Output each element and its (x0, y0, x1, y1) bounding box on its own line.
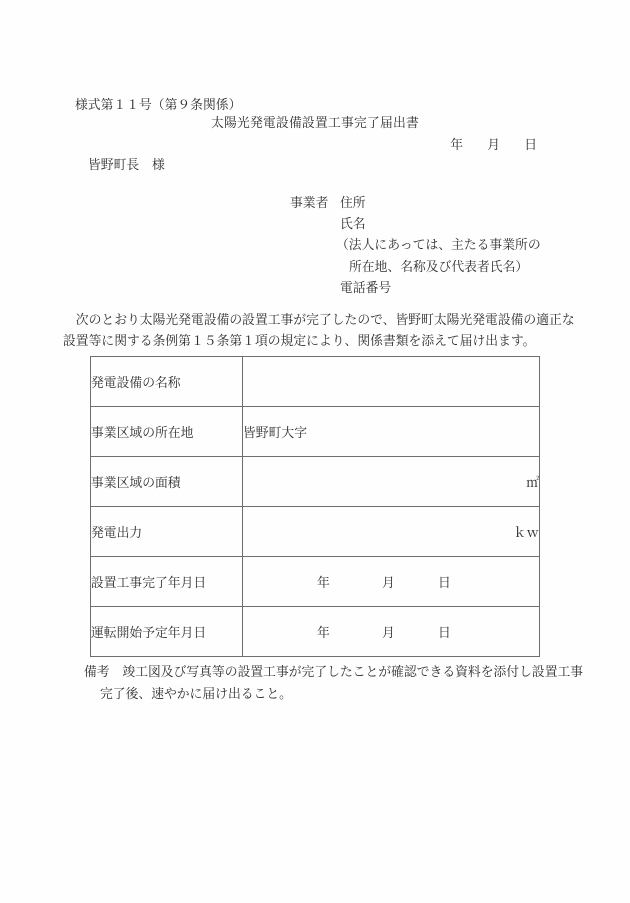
row-label-operation-start-date: 運転開始予定年月日 (91, 607, 243, 657)
operation-start-day-label: 日 (438, 626, 451, 640)
document-title: 太陽光発電設備設置工事完了届出書 (211, 116, 419, 130)
header-date-year-label: 年 (450, 138, 463, 152)
remarks-note (84, 662, 583, 705)
body-line-1: 次のとおり太陽光発電設備の設置工事が完了したので、皆野町太陽光発電設備の適正な (63, 313, 575, 327)
row-value-operation-start-date (243, 607, 540, 657)
row-value-completion-date (243, 557, 540, 607)
row-label-equipment-name: 発電設備の名称 (91, 357, 243, 407)
form-number: 様式第１１号（第９条関係） (75, 98, 242, 112)
row-label-power-output: 発電出力 (91, 507, 243, 557)
table-row-site-location (91, 407, 540, 457)
completion-date-day-label: 日 (438, 576, 451, 590)
addressee-mayor: 皆野町長 様 (88, 158, 165, 172)
row-label-site-location: 事業区域の所在地 (91, 407, 243, 457)
table-row-completion-date (91, 557, 540, 607)
applicant-corporate-note-line1: （法人にあっては、主たる事業所の (336, 238, 541, 253)
header-date-month-label: 月 (487, 138, 500, 152)
applicant-address-label: 住所 (340, 196, 366, 210)
operation-start-month-label: 月 (382, 626, 395, 640)
completion-date-month-label: 月 (382, 576, 395, 590)
body-paragraph (63, 310, 575, 352)
table-row-site-area (91, 457, 540, 507)
table-row-operation-start-date (91, 607, 540, 657)
row-value-power-output-unit: ｋｗ (243, 507, 540, 557)
row-label-site-area: 事業区域の面積 (91, 457, 243, 507)
completion-date-year-label: 年 (317, 576, 330, 590)
row-label-completion-date: 設置工事完了年月日 (91, 557, 243, 607)
row-value-site-location: 皆野町大字 (243, 407, 540, 457)
applicant-fields (336, 193, 541, 299)
header-date-line (450, 134, 537, 153)
applicant-label: 事業者 (290, 196, 329, 210)
row-value-equipment-name (243, 357, 540, 407)
applicant-corporate-note-line2: 所在地、名称及び代表者氏名） (349, 259, 529, 274)
row-value-site-area-unit: ㎡ (243, 457, 540, 507)
body-line-2: 設置等に関する条例第１５条第１項の規定により、関係書類を添えて届け出ます。 (63, 334, 536, 348)
form-table (90, 356, 540, 657)
table-row-equipment-name (91, 357, 540, 407)
header-date-day-label: 日 (524, 138, 537, 152)
remarks-line-2: 完了後、速やかに届け出ること。 (100, 686, 292, 701)
operation-start-year-label: 年 (317, 626, 330, 640)
applicant-block (290, 193, 541, 299)
remarks-line-1: 備考 竣工図及び写真等の設置工事が完了したことが確認できる資料を添付し設置工事 (84, 665, 584, 679)
applicant-name-label: 氏名 (340, 217, 366, 232)
applicant-phone-label: 電話番号 (340, 280, 392, 295)
table-row-power-output (91, 507, 540, 557)
